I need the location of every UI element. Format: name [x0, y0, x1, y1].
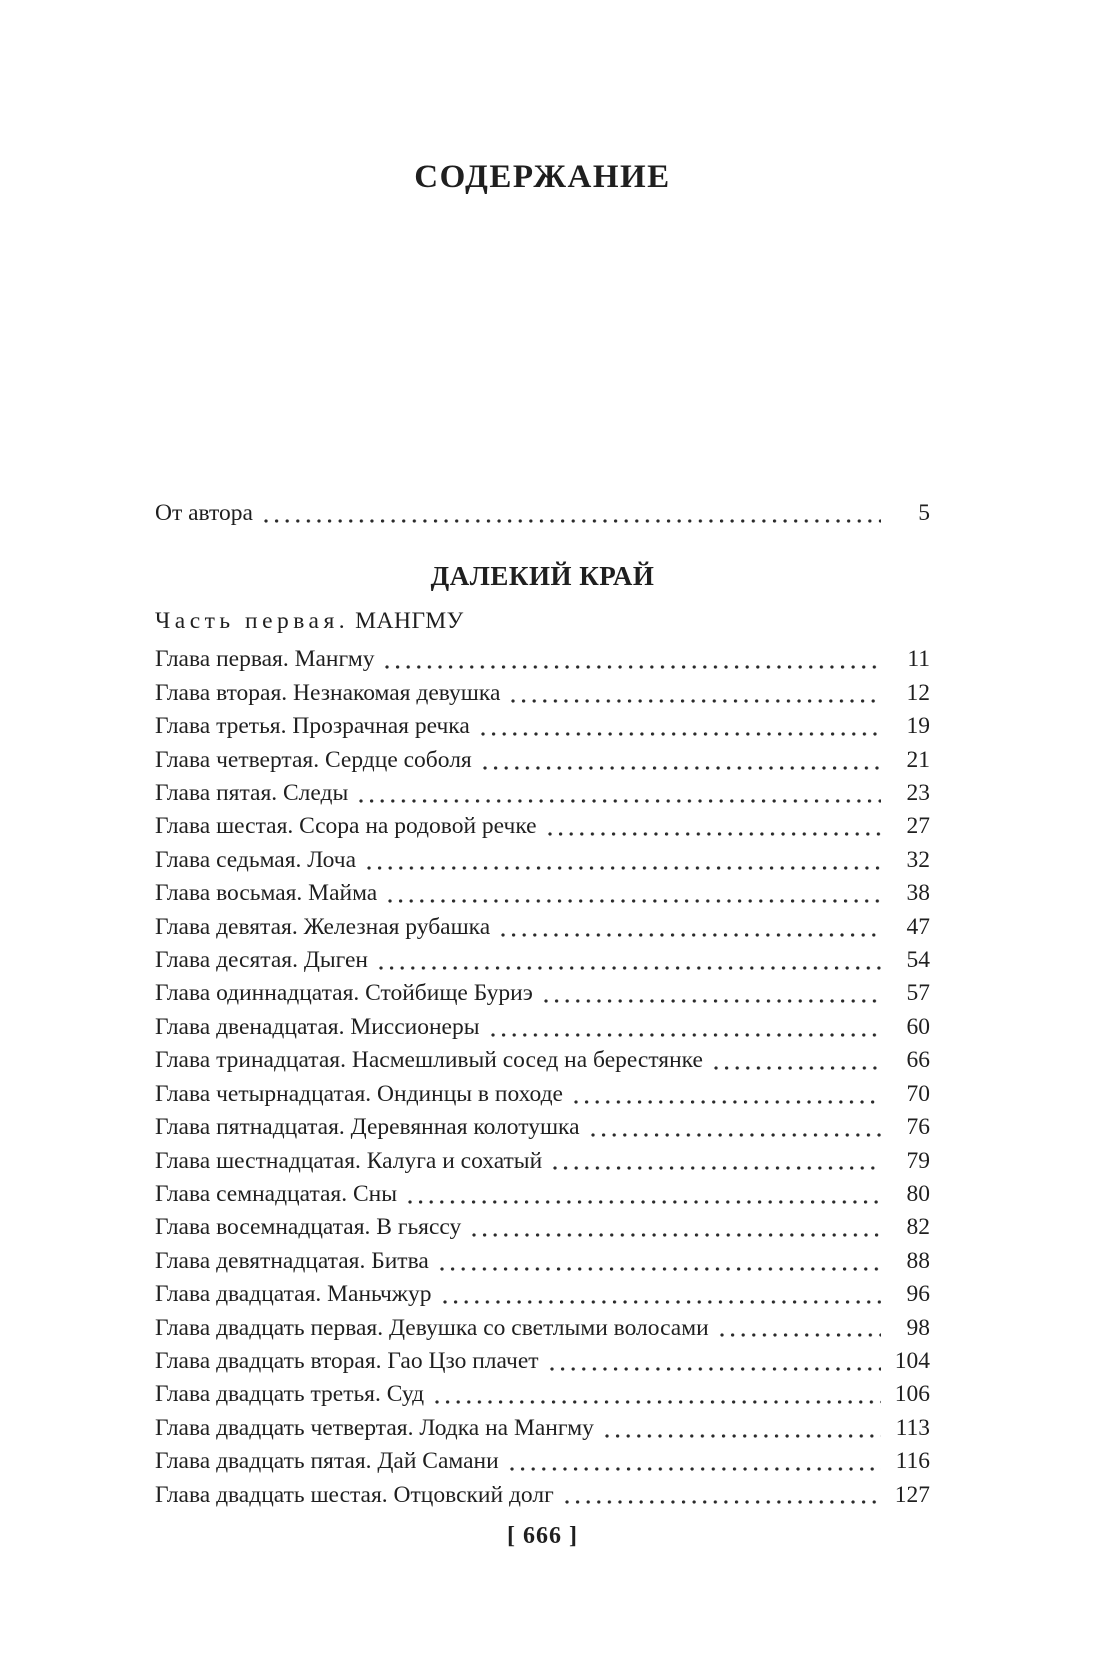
toc-entry-page: 70	[906, 1080, 930, 1107]
part-heading	[155, 605, 930, 638]
toc-entry-page: 98	[906, 1314, 930, 1341]
toc-entry	[155, 1178, 930, 1211]
dotted-leader	[563, 1479, 881, 1512]
toc-entry-page: 82	[906, 1214, 930, 1241]
dotted-leader	[406, 1178, 881, 1211]
dotted-leader	[712, 1044, 881, 1077]
dotted-leader	[433, 1378, 881, 1411]
toc-entry-page: 60	[906, 1013, 930, 1040]
dotted-leader	[572, 1078, 881, 1111]
toc-entry-label: Глава двадцать третья. Суд	[155, 1381, 425, 1408]
toc-entry	[155, 844, 930, 877]
page-title: СОДЕРЖАНИЕ	[414, 159, 671, 195]
toc-entry	[155, 1044, 930, 1077]
dotted-leader	[542, 977, 881, 1010]
toc-entry-label: Глава шестая. Ссора на родовой речке	[155, 813, 537, 840]
page-number-footer: [ 666 ]	[507, 1522, 578, 1549]
toc-entry-label: Глава двенадцатая. Миссионеры	[155, 1013, 480, 1040]
dotted-leader	[718, 1312, 881, 1345]
toc-entry	[155, 1278, 930, 1311]
toc-entry	[155, 1245, 930, 1278]
toc-entry-page: 96	[906, 1281, 930, 1308]
toc-entry-label: Глава девятнадцатая. Битва	[155, 1247, 429, 1274]
dotted-leader	[489, 1011, 881, 1044]
toc-entry-label: Глава пятая. Следы	[155, 780, 349, 807]
toc-entry	[155, 643, 930, 676]
dotted-leader	[481, 744, 881, 777]
part-heading-label: Часть первая.	[155, 608, 350, 635]
toc-entry	[155, 810, 930, 843]
toc-entry-page: 11	[907, 646, 930, 673]
toc-entry-label: Глава одиннадцатая. Стойбище Буриэ	[155, 980, 533, 1007]
toc-entry-page: 32	[906, 846, 930, 873]
toc-entry-page: 66	[906, 1047, 930, 1074]
book-section-title: ДАЛЕКИЙ КРАЙ	[430, 561, 655, 592]
toc-entry	[155, 977, 930, 1010]
dotted-leader	[262, 497, 881, 530]
dotted-leader	[548, 1345, 881, 1378]
toc-entry	[155, 1111, 930, 1144]
toc-entry-label: Глава вторая. Незнакомая девушка	[155, 679, 501, 706]
toc-entry	[155, 677, 930, 710]
toc-entry-label: Глава двадцать вторая. Гао Цзо плачет	[155, 1347, 539, 1374]
toc-entry	[155, 1445, 930, 1478]
chapter-list	[155, 643, 930, 1512]
dotted-leader	[383, 643, 881, 676]
toc-entry-label: Глава пятнадцатая. Деревянная колотушка	[155, 1114, 580, 1141]
toc-entry-label: Глава двадцатая. Маньчжур	[155, 1281, 432, 1308]
toc-entry-page: 23	[906, 780, 930, 807]
dotted-leader	[499, 911, 881, 944]
toc-entry	[155, 1412, 930, 1445]
toc-entry-page: 106	[894, 1381, 930, 1408]
toc-entry-label: От автора	[155, 500, 253, 526]
toc-entry-page: 116	[895, 1448, 930, 1475]
toc-entry	[155, 1145, 930, 1178]
toc-entry	[155, 744, 930, 777]
toc-entry-label: Глава двадцать пятая. Дай Самани	[155, 1448, 499, 1475]
dotted-leader	[357, 777, 881, 810]
dotted-leader	[509, 677, 881, 710]
toc-entry-label: Глава двадцать первая. Девушка со светлыми волосами	[155, 1314, 709, 1341]
toc-entry	[155, 1378, 930, 1411]
toc-entry	[155, 1345, 930, 1378]
toc-entry-label: Глава четырнадцатая. Ондинцы в походе	[155, 1080, 563, 1107]
toc-entry-label: Глава третья. Прозрачная речка	[155, 713, 470, 740]
dotted-leader	[508, 1445, 881, 1478]
toc-entry-page: 54	[906, 947, 930, 974]
toc-entry-page: 104	[894, 1347, 930, 1374]
toc-entry-label: Глава девятая. Железная рубашка	[155, 913, 491, 940]
toc-entry-page: 19	[906, 713, 930, 740]
dotted-leader	[479, 710, 881, 743]
toc-entry	[155, 710, 930, 743]
dotted-leader	[438, 1245, 881, 1278]
dotted-leader	[386, 877, 881, 910]
toc-entry-page: 38	[906, 880, 930, 907]
toc-entry	[155, 911, 930, 944]
toc-entry-page: 79	[906, 1147, 930, 1174]
dotted-leader	[546, 810, 881, 843]
toc-entry-page: 88	[906, 1247, 930, 1274]
dotted-leader	[365, 844, 881, 877]
dotted-leader	[470, 1211, 881, 1244]
toc-entry	[155, 1479, 930, 1512]
toc-entry-page: 12	[906, 679, 930, 706]
toc-entry-label: Глава семнадцатая. Сны	[155, 1180, 398, 1207]
toc-entry	[155, 877, 930, 910]
toc-entry-page: 127	[894, 1481, 930, 1508]
dotted-leader	[377, 944, 881, 977]
toc-entry-page: 80	[906, 1180, 930, 1207]
toc-entry-page: 5	[918, 500, 930, 526]
part-heading-name: МАНГМУ	[355, 608, 464, 635]
toc-entry-label: Глава первая. Мангму	[155, 646, 375, 673]
toc-entry-page: 76	[906, 1114, 930, 1141]
toc-entry	[155, 944, 930, 977]
dotted-leader	[589, 1111, 881, 1144]
toc-entry	[155, 1011, 930, 1044]
toc-entry-label: Глава четвертая. Сердце соболя	[155, 746, 472, 773]
dotted-leader	[603, 1412, 881, 1445]
dotted-leader	[441, 1278, 881, 1311]
toc-entry	[155, 777, 930, 810]
toc-entry-page: 47	[906, 913, 930, 940]
toc-entry-preface	[155, 497, 930, 530]
toc-entry-page: 21	[906, 746, 930, 773]
toc-entry-label: Глава двадцать четвертая. Лодка на Мангму	[155, 1414, 594, 1441]
toc-entry-page: 113	[895, 1414, 930, 1441]
toc-entry-page: 57	[906, 980, 930, 1007]
toc-entry-label: Глава седьмая. Лоча	[155, 846, 357, 873]
toc-entry	[155, 1078, 930, 1111]
dotted-leader	[551, 1145, 881, 1178]
toc-entry	[155, 1211, 930, 1244]
toc-entry	[155, 1312, 930, 1345]
toc-entry-label: Глава десятая. Дыген	[155, 947, 368, 974]
toc-entry-page: 27	[906, 813, 930, 840]
toc-entry-label: Глава тринадцатая. Насмешливый сосед на берестянке	[155, 1047, 703, 1074]
toc-entry-label: Глава двадцать шестая. Отцовский долг	[155, 1481, 554, 1508]
toc-entry-label: Глава шестнадцатая. Калуга и сохатый	[155, 1147, 543, 1174]
toc-entry-label: Глава восьмая. Майма	[155, 880, 378, 907]
toc-entry-label: Глава восемнадцатая. В гьяссу	[155, 1214, 462, 1241]
